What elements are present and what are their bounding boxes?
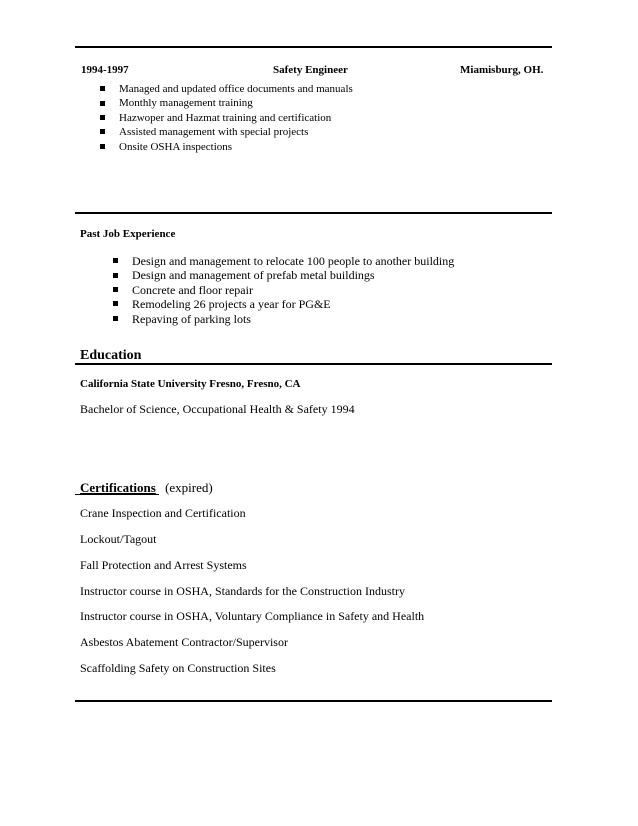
duty-text: Onsite OSHA inspections bbox=[119, 140, 233, 153]
list-item bbox=[100, 140, 353, 154]
certifications-underline bbox=[75, 494, 159, 495]
list-item bbox=[100, 125, 353, 139]
list-item bbox=[113, 268, 454, 282]
list-item bbox=[113, 254, 454, 268]
list-item bbox=[100, 82, 353, 96]
past-experience-heading: Past Job Experience bbox=[80, 228, 176, 240]
job-years: 1994-1997 bbox=[81, 64, 129, 76]
section-divider bbox=[75, 212, 552, 214]
certification-item: Fall Protection and Arrest Systems bbox=[80, 558, 247, 572]
list-item bbox=[113, 297, 454, 311]
list-item bbox=[100, 96, 353, 110]
certification-item: Instructor course in OSHA, Voluntary Compliance in Safety and Health bbox=[80, 609, 425, 623]
bullet-icon bbox=[100, 115, 105, 120]
bottom-divider bbox=[75, 700, 552, 702]
list-item bbox=[113, 283, 454, 297]
duty-text: Assisted management with special projects bbox=[119, 126, 309, 139]
bullet-icon bbox=[113, 287, 118, 292]
experience-text: Repaving of parking lots bbox=[132, 311, 251, 326]
bullet-icon bbox=[100, 86, 105, 91]
experience-text: Design and management of prefab metal buildings bbox=[132, 268, 375, 283]
job-title: Safety Engineer bbox=[273, 64, 348, 76]
bullet-icon bbox=[100, 144, 105, 149]
experience-text: Remodeling 26 projects a year for PG&E bbox=[132, 297, 331, 312]
bullet-icon bbox=[113, 258, 118, 263]
certification-item: Asbestos Abatement Contractor/Supervisor bbox=[80, 635, 288, 649]
bullet-icon bbox=[113, 301, 118, 306]
education-heading: Education bbox=[80, 348, 142, 363]
bullet-icon bbox=[100, 101, 105, 106]
experience-text: Design and management to relocate 100 people to another building bbox=[132, 254, 455, 268]
experience-text: Concrete and floor repair bbox=[132, 282, 253, 297]
education-divider bbox=[75, 363, 552, 365]
top-divider bbox=[75, 46, 552, 48]
bullet-icon bbox=[113, 273, 118, 278]
past-experience-list bbox=[113, 254, 454, 326]
certification-item: Crane Inspection and Certification bbox=[80, 506, 246, 520]
certification-item: Lockout/Tagout bbox=[80, 532, 157, 546]
bullet-icon bbox=[100, 129, 105, 134]
duty-text: Managed and updated office documents and manuals bbox=[119, 83, 353, 95]
list-item bbox=[100, 111, 353, 125]
education-school: California State University Fresno, Fresno, CA bbox=[80, 378, 301, 390]
duty-text: Hazwoper and Hazmat training and certification bbox=[119, 111, 332, 124]
job-location: Miamisburg, OH. bbox=[460, 64, 544, 76]
certification-item: Scaffolding Safety on Construction Sites bbox=[80, 661, 276, 675]
duty-text: Monthly management training bbox=[119, 97, 253, 110]
certification-item: Instructor course in OSHA, Standards for the Construction Industry bbox=[80, 584, 405, 598]
education-degree: Bachelor of Science, Occupational Health & Safety 1994 bbox=[80, 402, 355, 416]
bullet-icon bbox=[113, 316, 118, 321]
certifications-heading: Certifications bbox=[80, 480, 156, 495]
list-item bbox=[113, 312, 454, 326]
certifications-note: (expired) bbox=[165, 480, 213, 495]
job-duties-list bbox=[100, 82, 353, 154]
